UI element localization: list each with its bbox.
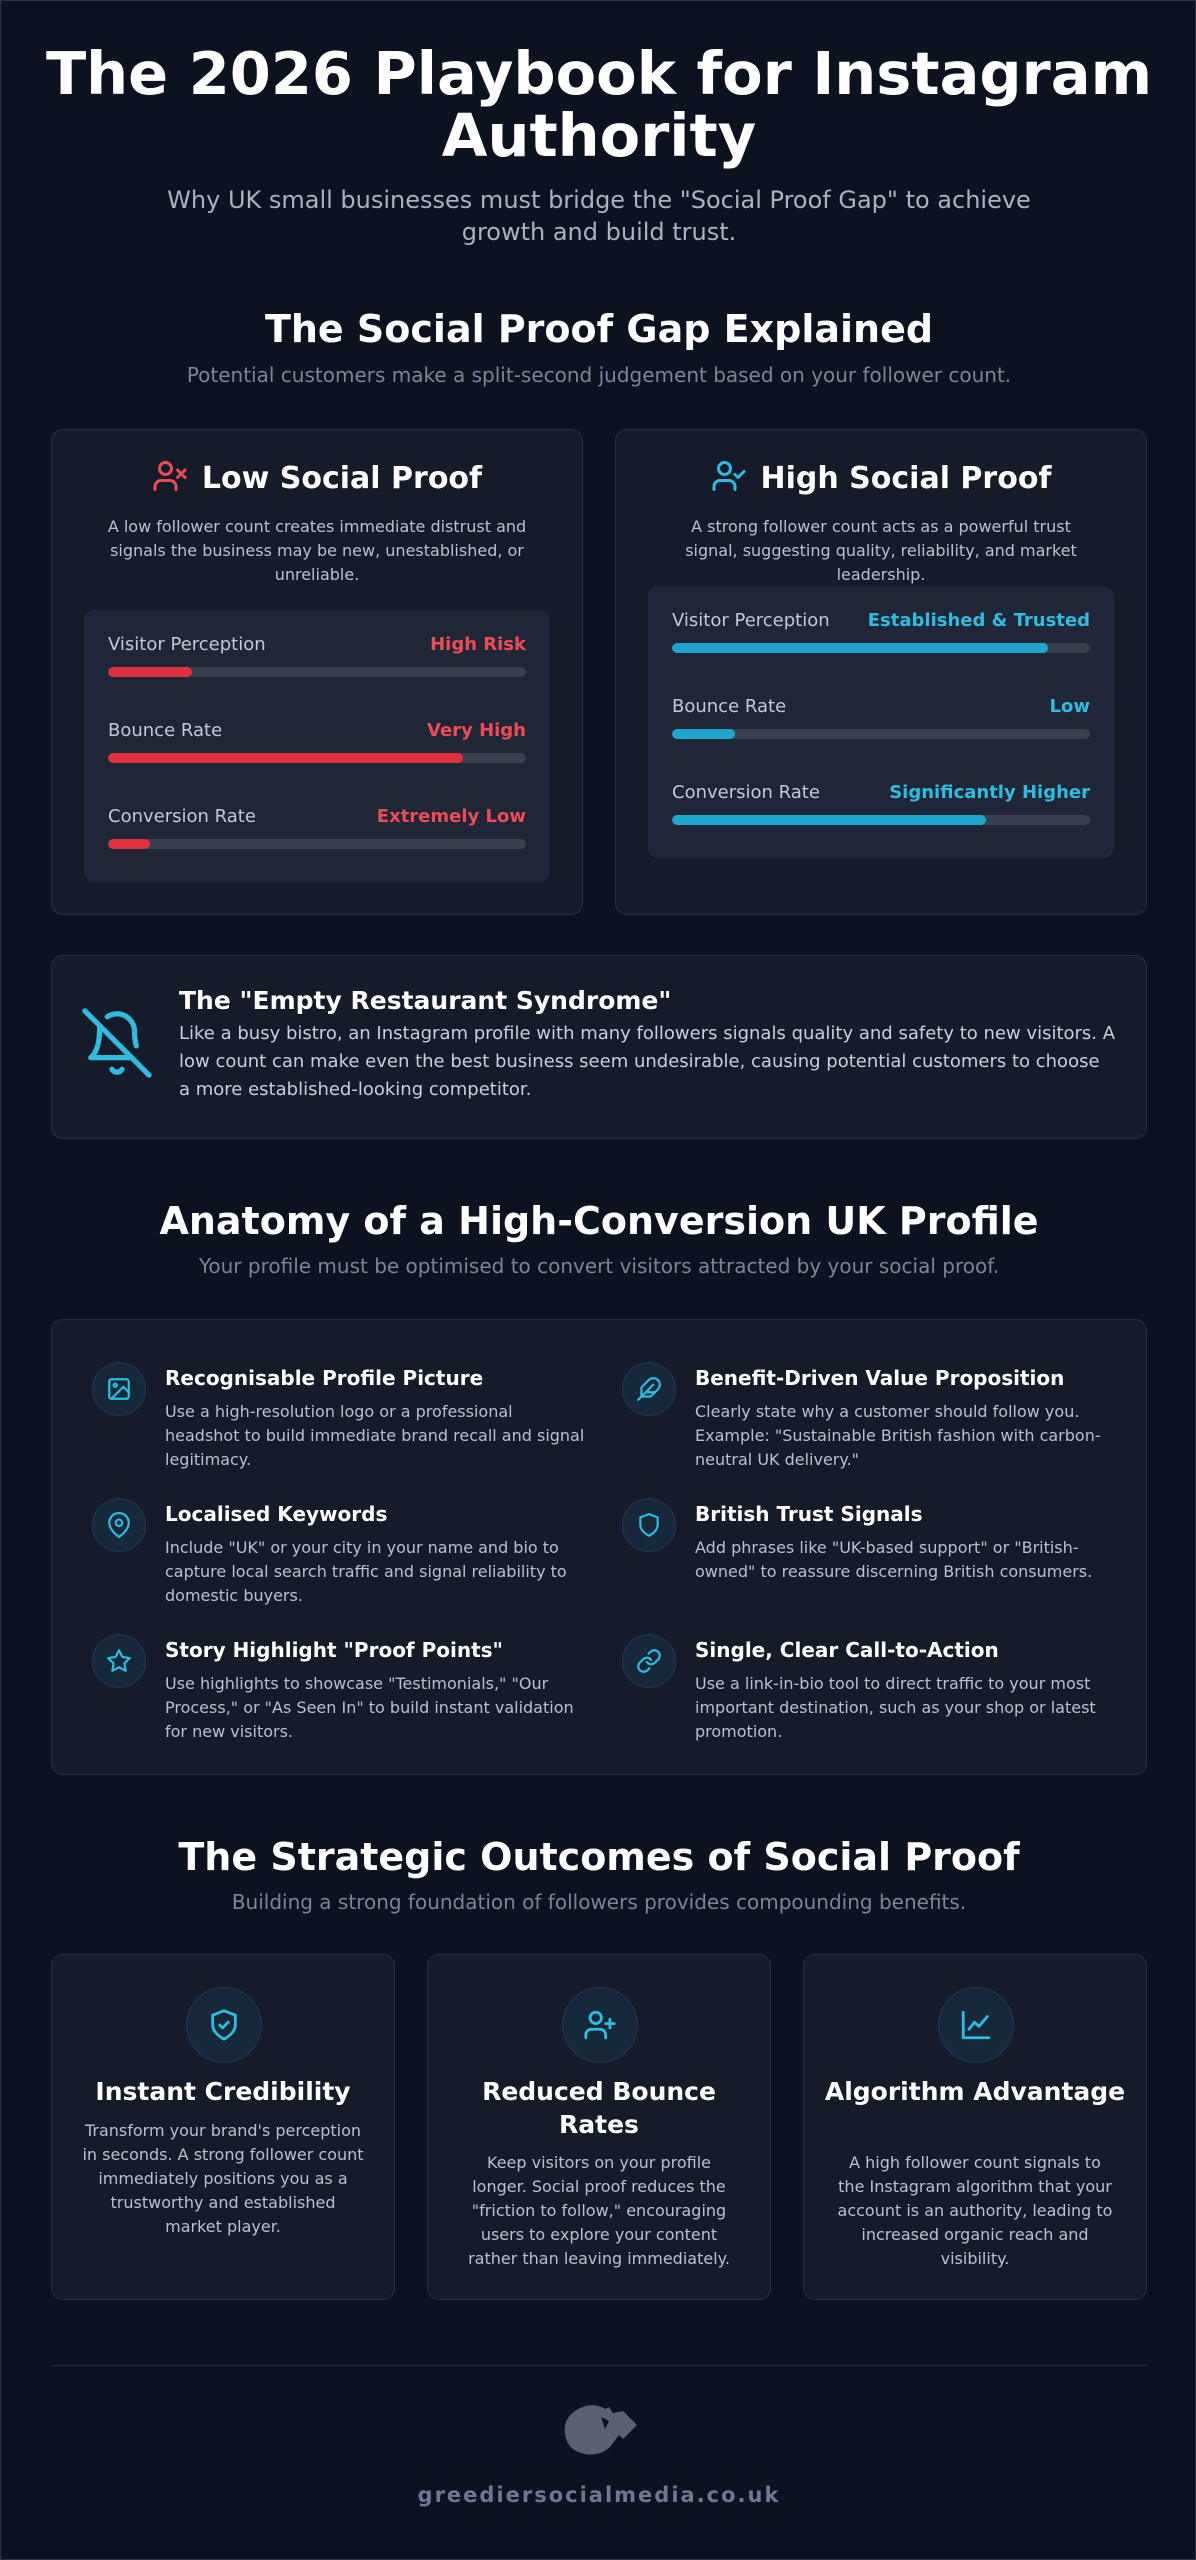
metric-label: Conversion Rate <box>108 806 256 827</box>
metric-bar-track <box>108 667 526 677</box>
profile-anatomy-card <box>51 1319 1147 1775</box>
anatomy-section-title: Anatomy of a High-Conversion UK Profile <box>159 1199 1039 1243</box>
metric-bar-fill <box>108 667 192 677</box>
metric-bounce-rate <box>108 720 526 780</box>
feature-text: Use highlights to showcase "Testimonials," "Our Process," or "As Seen In" to build instant validation for new visitors. <box>165 1674 574 1741</box>
high-metrics-panel <box>648 586 1114 858</box>
user-check-icon <box>711 458 747 498</box>
metric-conversion-rate <box>108 806 526 866</box>
metric-label: Bounce Rate <box>108 720 223 741</box>
low-card-description: A low follower count creates immediate distrust and signals the business may be new, unestablished, or unreliable. <box>107 517 527 584</box>
line-chart-icon <box>938 1987 1014 2063</box>
high-card-description: A strong follower count acts as a powerful trust signal, suggesting quality, reliability, and market leadership. <box>685 517 1077 584</box>
syndrome-title: The "Empty Restaurant Syndrome" <box>179 986 672 1015</box>
hero-subtitle: Why UK small businesses must bridge the "Social Proof Gap" to achieve growth and build trust. <box>167 186 1031 246</box>
metric-bounce-rate <box>672 696 1090 756</box>
syndrome-text: Like a busy bistro, an Instagram profile with many followers signals quality and safety to new visitors. A low count can make even the best business seem undesirable, causing potential customers to choose a more established-looking competitor. <box>179 1023 1116 1100</box>
hero-title: The 2026 Playbook for Instagram Authority <box>45 39 1153 170</box>
outcome-title: Algorithm Advantage <box>824 2077 1126 2106</box>
feature-text: Clearly state why a customer should follow you. Example: "Sustainable British fashion with carbon-neutral UK delivery." <box>695 1402 1101 1469</box>
greedier-logo-icon <box>557 2395 641 2465</box>
feature-item <box>92 1634 592 1744</box>
metric-bar-fill <box>672 729 735 739</box>
metric-value: Established & Trusted <box>867 610 1090 631</box>
metric-label: Conversion Rate <box>672 782 820 803</box>
metric-visitor-perception <box>108 634 526 694</box>
feature-title: Single, Clear Call-to-Action <box>695 1638 999 1662</box>
low-card-title: Low Social Proof <box>201 460 483 496</box>
metric-bar-track <box>108 839 526 849</box>
feature-title: Recognisable Profile Picture <box>165 1366 484 1390</box>
outcome-text: A high follower count signals to the Instagram algorithm that your account is an authority, leading to increased organic reach and visibility. <box>837 2153 1113 2268</box>
metric-bar-track <box>108 753 526 763</box>
metric-value: Very High <box>427 720 526 741</box>
metric-conversion-rate <box>672 782 1090 842</box>
metric-bar-fill <box>672 643 1048 653</box>
footer-divider <box>51 2365 1147 2366</box>
link-icon <box>622 1634 676 1688</box>
feature-text: Use a link-in-bio tool to direct traffic to your most important destination, such as your shop or latest promotion. <box>695 1674 1096 1741</box>
outcome-title: Instant Credibility <box>95 2077 351 2106</box>
outcome-card <box>803 1954 1147 2300</box>
feature-item <box>92 1498 592 1608</box>
anatomy-section-subtitle: Your profile must be optimised to convert visitors attracted by your social proof. <box>198 1254 1000 1278</box>
metric-value: Low <box>1049 696 1090 717</box>
outcome-text: Transform your brand's perception in seconds. A strong follower count immediately positions you as a trustworthy and established market player. <box>82 2121 364 2236</box>
image-icon <box>92 1362 146 1416</box>
metric-value: High Risk <box>430 634 526 655</box>
feature-text: Add phrases like "UK-based support" or "British-owned" to reassure discerning British consumers. <box>695 1538 1093 1581</box>
outcome-text: Keep visitors on your profile longer. Social proof reduces the "friction to follow," encouraging users to explore your content rather than leaving immediately. <box>468 2153 730 2268</box>
outcome-card <box>51 1954 395 2300</box>
metric-bar-track <box>672 643 1090 653</box>
user-plus-icon <box>562 1987 638 2063</box>
low-social-proof-card <box>51 429 583 915</box>
high-card-title: High Social Proof <box>760 460 1052 496</box>
star-icon <box>92 1634 146 1688</box>
metric-label: Bounce Rate <box>672 696 787 717</box>
feature-item <box>622 1498 1122 1608</box>
bell-off-icon <box>82 1008 152 1082</box>
feature-item <box>92 1362 592 1472</box>
metric-bar-track <box>672 815 1090 825</box>
feature-text: Use a high-resolution logo or a professional headshot to build immediate brand recall and signal legitimacy. <box>165 1402 585 1469</box>
high-social-proof-card <box>615 429 1147 915</box>
outcomes-section-subtitle: Building a strong foundation of followers provides compounding benefits. <box>231 1890 967 1914</box>
shield-icon <box>622 1498 676 1552</box>
metric-bar-fill <box>672 815 986 825</box>
metric-value: Significantly Higher <box>889 782 1090 803</box>
metric-bar-fill <box>108 753 463 763</box>
metric-bar-track <box>672 729 1090 739</box>
outcome-card <box>427 1954 771 2300</box>
outcome-title: Reduced Bounce Rates <box>482 2077 716 2139</box>
feature-title: Benefit-Driven Value Proposition <box>695 1366 1065 1390</box>
metric-label: Visitor Perception <box>672 610 830 631</box>
feature-item <box>622 1362 1122 1472</box>
gap-section-title: The Social Proof Gap Explained <box>264 307 934 351</box>
empty-restaurant-card <box>51 955 1147 1139</box>
map-pin-icon <box>92 1498 146 1552</box>
low-metrics-panel <box>84 610 550 882</box>
gap-section-subtitle: Potential customers make a split-second judgement based on your follower count. <box>186 363 1012 387</box>
feather-icon <box>622 1362 676 1416</box>
outcomes-section-title: The Strategic Outcomes of Social Proof <box>178 1835 1020 1879</box>
metric-visitor-perception <box>672 610 1090 670</box>
feature-text: Include "UK" or your city in your name and bio to capture local search traffic and signal reliability to domestic buyers. <box>165 1538 567 1605</box>
footer-url: greediersocialmedia.co.uk <box>417 2483 781 2507</box>
feature-title: Story Highlight "Proof Points" <box>165 1638 503 1662</box>
feature-title: British Trust Signals <box>695 1502 923 1526</box>
feature-title: Localised Keywords <box>165 1502 388 1526</box>
metric-value: Extremely Low <box>376 806 526 827</box>
user-x-icon <box>152 458 188 498</box>
feature-item <box>622 1634 1122 1744</box>
metric-label: Visitor Perception <box>108 634 266 655</box>
metric-bar-fill <box>108 839 150 849</box>
shield-check-icon <box>186 1987 262 2063</box>
